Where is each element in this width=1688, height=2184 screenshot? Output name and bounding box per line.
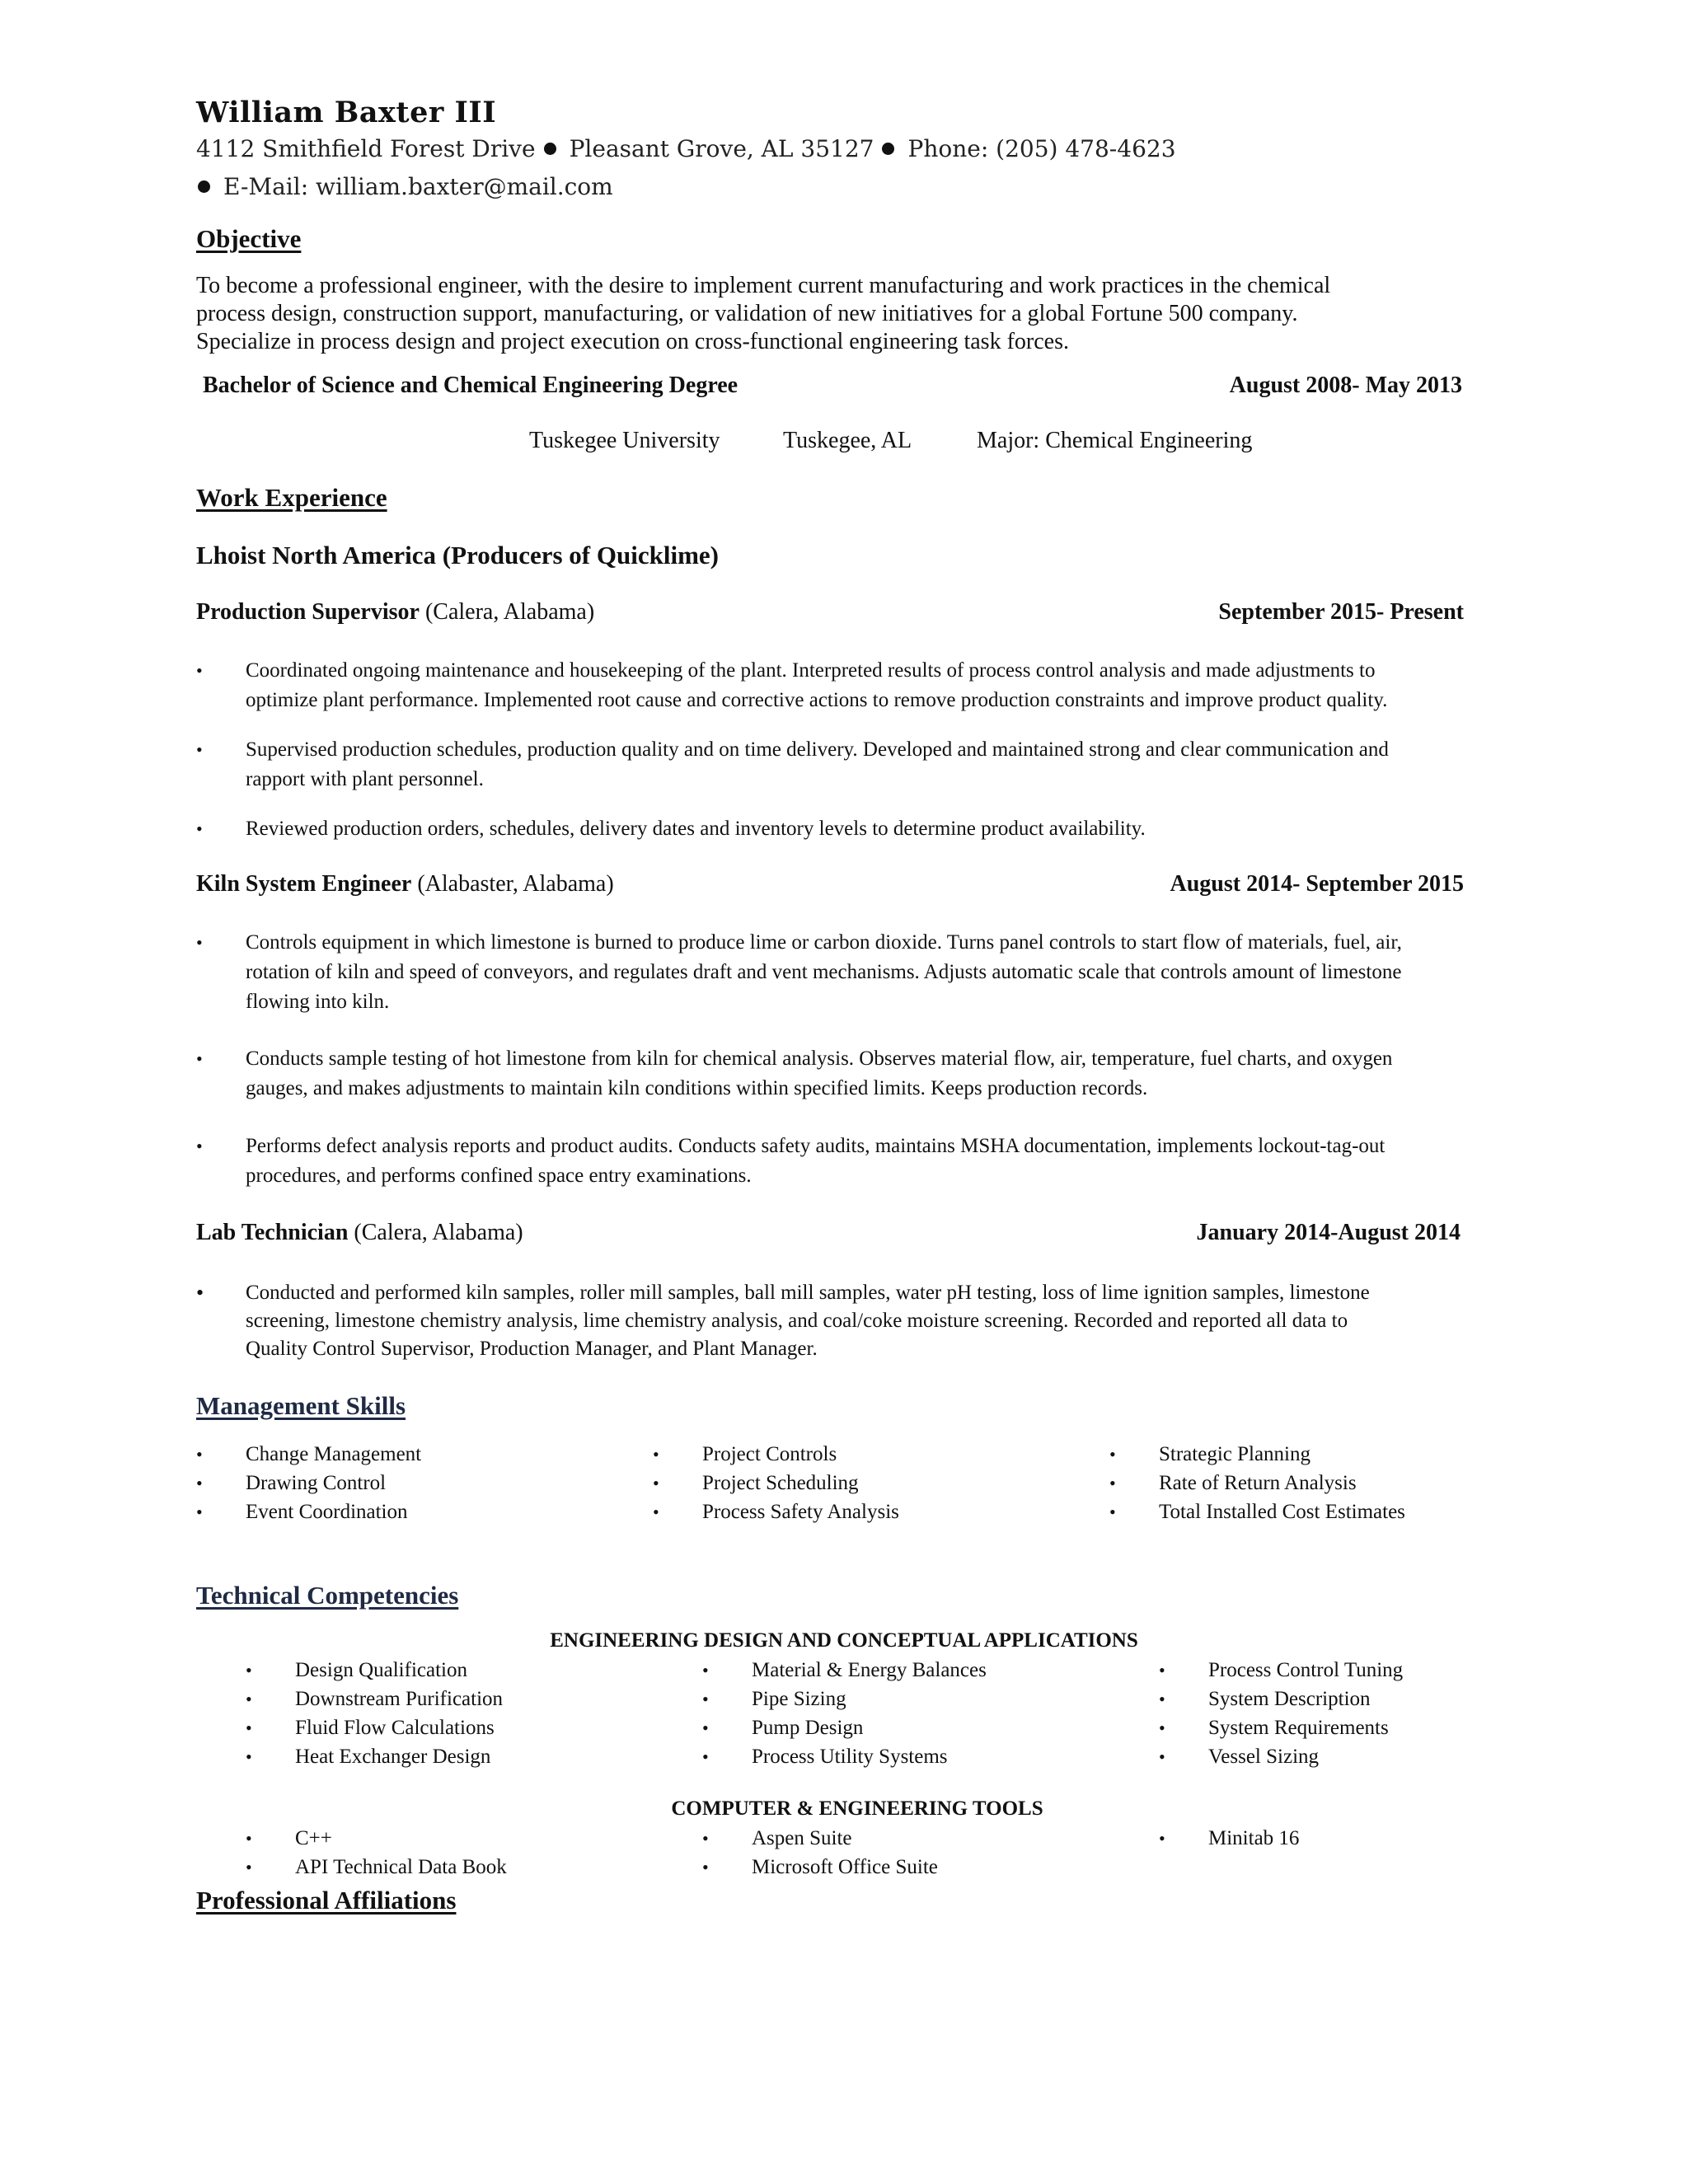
job-title-line: [196, 871, 614, 898]
bullet-text: gauges, and makes adjustments to maintain kiln conditions within specified limits. Keeps production records.: [246, 1077, 1148, 1099]
bullet-icon: •: [1159, 1689, 1165, 1709]
skill-item: • Event Coordination: [196, 1501, 408, 1523]
email-line: [190, 173, 613, 200]
bullet-text: rapport with plant personnel.: [246, 768, 484, 790]
skill-item: • Total Installed Cost Estimates: [1109, 1501, 1405, 1523]
objective-line: To become a professional engineer, with the desire to implement current manufacturing and work practices in the chemical: [196, 273, 1331, 298]
list-item: [196, 1044, 1482, 1104]
bullet-text: rotation of kiln and speed of conveyors, and regulates draft and vent mechanisms. Adjusts automatic scale that controls amount of limestone: [246, 961, 1402, 983]
bullet-icon: •: [196, 1136, 203, 1156]
skill-item: • Heat Exchanger Design: [246, 1746, 491, 1768]
bullet-text: Controls equipment in which limestone is burned to produce lime or carbon dioxide. Turns panel controls to start flow of materials, fuel, air,: [246, 931, 1402, 954]
bullet-icon: •: [702, 1857, 709, 1877]
list-item: [196, 656, 1482, 715]
job-location: (Calera, Alabama): [419, 599, 595, 625]
bullet-icon: •: [196, 660, 203, 681]
technical-competencies-heading: Technical Competencies: [196, 1581, 459, 1610]
bullet-icon: •: [196, 1281, 204, 1305]
skill-item: • System Description: [1159, 1688, 1371, 1710]
bullet-icon: •: [1109, 1444, 1116, 1465]
management-skills-heading: Management Skills: [196, 1391, 406, 1420]
bullet-icon: •: [702, 1718, 709, 1738]
bullet-text: Conducts sample testing of hot limestone from kiln for chemical analysis. Observes material flow, air, temperature, fuel charts, and oxygen: [246, 1047, 1393, 1070]
skill-item: • Microsoft Office Suite: [702, 1856, 938, 1878]
bullet-icon: •: [1109, 1473, 1116, 1493]
bullet-icon: •: [196, 818, 203, 839]
skill-item: • Change Management: [196, 1443, 422, 1465]
bullet-icon: •: [246, 1689, 252, 1709]
skill-item: • Material & Energy Balances: [702, 1659, 987, 1681]
skill-item: • C++: [246, 1827, 332, 1849]
bullet-text: Supervised production schedules, production quality and on time delivery. Developed and maintained strong and clear communication and: [246, 738, 1389, 761]
contact-line: [196, 135, 1176, 162]
bullet-text: Performs defect analysis reports and product audits. Conducts safety audits, maintains MSHA documentation, implements lockout-tag-out: [246, 1135, 1386, 1157]
skill-item: • Process Safety Analysis: [653, 1501, 899, 1523]
major: Major: Chemical Engineering: [977, 428, 1253, 453]
job-dates: January 2014-August 2014: [1196, 1220, 1461, 1245]
objective-line: process design, construction support, manufacturing, or validation of new initiatives for a global Fortune 500 company.: [196, 301, 1298, 326]
work-experience-heading: Work Experience: [196, 483, 387, 512]
bullet-icon: •: [246, 1746, 252, 1767]
company-name: Lhoist North America (Producers of Quicklime): [196, 541, 719, 569]
skill-item: • Vessel Sizing: [1159, 1746, 1320, 1768]
bullet-icon: •: [653, 1444, 659, 1465]
bullet-text: Conducted and performed kiln samples, roller mill samples, ball mill samples, water pH testing, loss of lime ignition samples, limestone: [246, 1282, 1370, 1304]
skill-item: • Fluid Flow Calculations: [246, 1717, 495, 1739]
skill-item: • System Requirements: [1159, 1717, 1389, 1739]
bullet-icon: •: [1159, 1746, 1165, 1767]
job-title: Production Supervisor: [196, 599, 420, 625]
bullet-icon: •: [702, 1689, 709, 1709]
bullet-icon: •: [702, 1660, 709, 1680]
list-item: [196, 735, 1482, 794]
bullet-icon: •: [1159, 1718, 1165, 1738]
phone: Phone: (205) 478-4623: [907, 135, 1176, 162]
separator-dot-icon: [198, 180, 210, 193]
bullet-icon: •: [653, 1473, 659, 1493]
skill-item: • Drawing Control: [196, 1472, 387, 1494]
professional-affiliations-heading: Professional Affiliations: [196, 1886, 457, 1915]
list-item: [196, 814, 1482, 844]
degree: Bachelor of Science and Chemical Engineering Degree: [203, 373, 738, 398]
skill-item: • Project Scheduling: [653, 1472, 859, 1494]
education-dates: August 2008- May 2013: [1229, 373, 1462, 398]
job-title-line: [196, 599, 594, 626]
bullet-text: procedures, and performs confined space entry examinations.: [246, 1165, 752, 1187]
bullet-icon: •: [246, 1857, 252, 1877]
objective-heading: Objective: [196, 224, 302, 253]
skill-item: • Pipe Sizing: [702, 1688, 846, 1710]
design-subheading: ENGINEERING DESIGN AND CONCEPTUAL APPLICATIONS: [550, 1629, 1138, 1652]
bullet-icon: •: [196, 1473, 203, 1493]
bullet-text: screening, limestone chemistry analysis, lime chemistry analysis, and coal/coke moisture screening. Recorded and reported all data to: [246, 1310, 1348, 1332]
bullet-icon: •: [1109, 1502, 1116, 1522]
bullet-text: Coordinated ongoing maintenance and housekeeping of the plant. Interpreted results of process control analysis and made adjustments to: [246, 659, 1376, 682]
school: Tuskegee University: [529, 428, 720, 453]
skill-item: • Rate of Return Analysis: [1109, 1472, 1357, 1494]
bullet-text: Quality Control Supervisor, Production Manager, and Plant Manager.: [246, 1338, 818, 1360]
school-location: Tuskegee, AL: [783, 428, 912, 453]
bullet-icon: •: [246, 1718, 252, 1738]
job-location: (Alabaster, Alabama): [411, 871, 614, 897]
job-dates: September 2015- Present: [1218, 599, 1464, 625]
job-dates: August 2014- September 2015: [1170, 871, 1464, 897]
skill-item: • API Technical Data Book: [246, 1856, 507, 1878]
bullet-icon: •: [196, 739, 203, 760]
skill-item: • Design Qualification: [246, 1659, 467, 1681]
objective-line: Specialize in process design and project execution on cross-functional engineering task forces.: [196, 329, 1069, 354]
bullet-icon: •: [1159, 1660, 1165, 1680]
job-title: Kiln System Engineer: [196, 871, 412, 897]
list-item: [196, 1279, 1482, 1363]
address: 4112 Smithfield Forest Drive: [196, 135, 536, 162]
bullet-icon: •: [246, 1828, 252, 1849]
email: E-Mail: william.baxter@mail.com: [223, 173, 613, 200]
bullet-icon: •: [196, 1502, 203, 1522]
job-title: Lab Technician: [196, 1220, 349, 1245]
bullet-icon: •: [246, 1660, 252, 1680]
job-location: (Calera, Alabama): [348, 1220, 523, 1245]
separator-dot-icon: [882, 143, 894, 155]
bullet-icon: •: [196, 932, 203, 953]
city: Pleasant Grove, AL 35127: [569, 135, 874, 162]
bullet-icon: •: [702, 1828, 709, 1849]
skill-item: • Process Control Tuning: [1159, 1659, 1404, 1681]
bullet-text: optimize plant performance. Implemented root cause and corrective actions to remove production constraints and improve product quality.: [246, 689, 1388, 711]
tools-subheading: COMPUTER & ENGINEERING TOOLS: [671, 1797, 1043, 1820]
skill-item: • Minitab 16: [1159, 1827, 1300, 1849]
bullet-icon: •: [196, 1048, 203, 1069]
bullet-text: flowing into kiln.: [246, 991, 390, 1013]
candidate-name: William Baxter III: [196, 96, 497, 129]
list-item: [196, 1132, 1482, 1191]
job-title-line: [196, 1220, 523, 1246]
skill-item: • Pump Design: [702, 1717, 864, 1739]
bullet-icon: •: [1159, 1828, 1165, 1849]
skill-item: • Process Utility Systems: [702, 1746, 948, 1768]
skill-item: • Project Controls: [653, 1443, 837, 1465]
skill-item: • Aspen Suite: [702, 1827, 852, 1849]
separator-dot-icon: [544, 143, 556, 155]
skill-item: • Strategic Planning: [1109, 1443, 1311, 1465]
bullet-text: Reviewed production orders, schedules, delivery dates and inventory levels to determine product availability.: [246, 818, 1146, 840]
bullet-icon: •: [196, 1444, 203, 1465]
list-item: [196, 928, 1482, 1017]
skill-item: • Downstream Purification: [246, 1688, 504, 1710]
bullet-icon: •: [702, 1746, 709, 1767]
bullet-icon: •: [653, 1502, 659, 1522]
